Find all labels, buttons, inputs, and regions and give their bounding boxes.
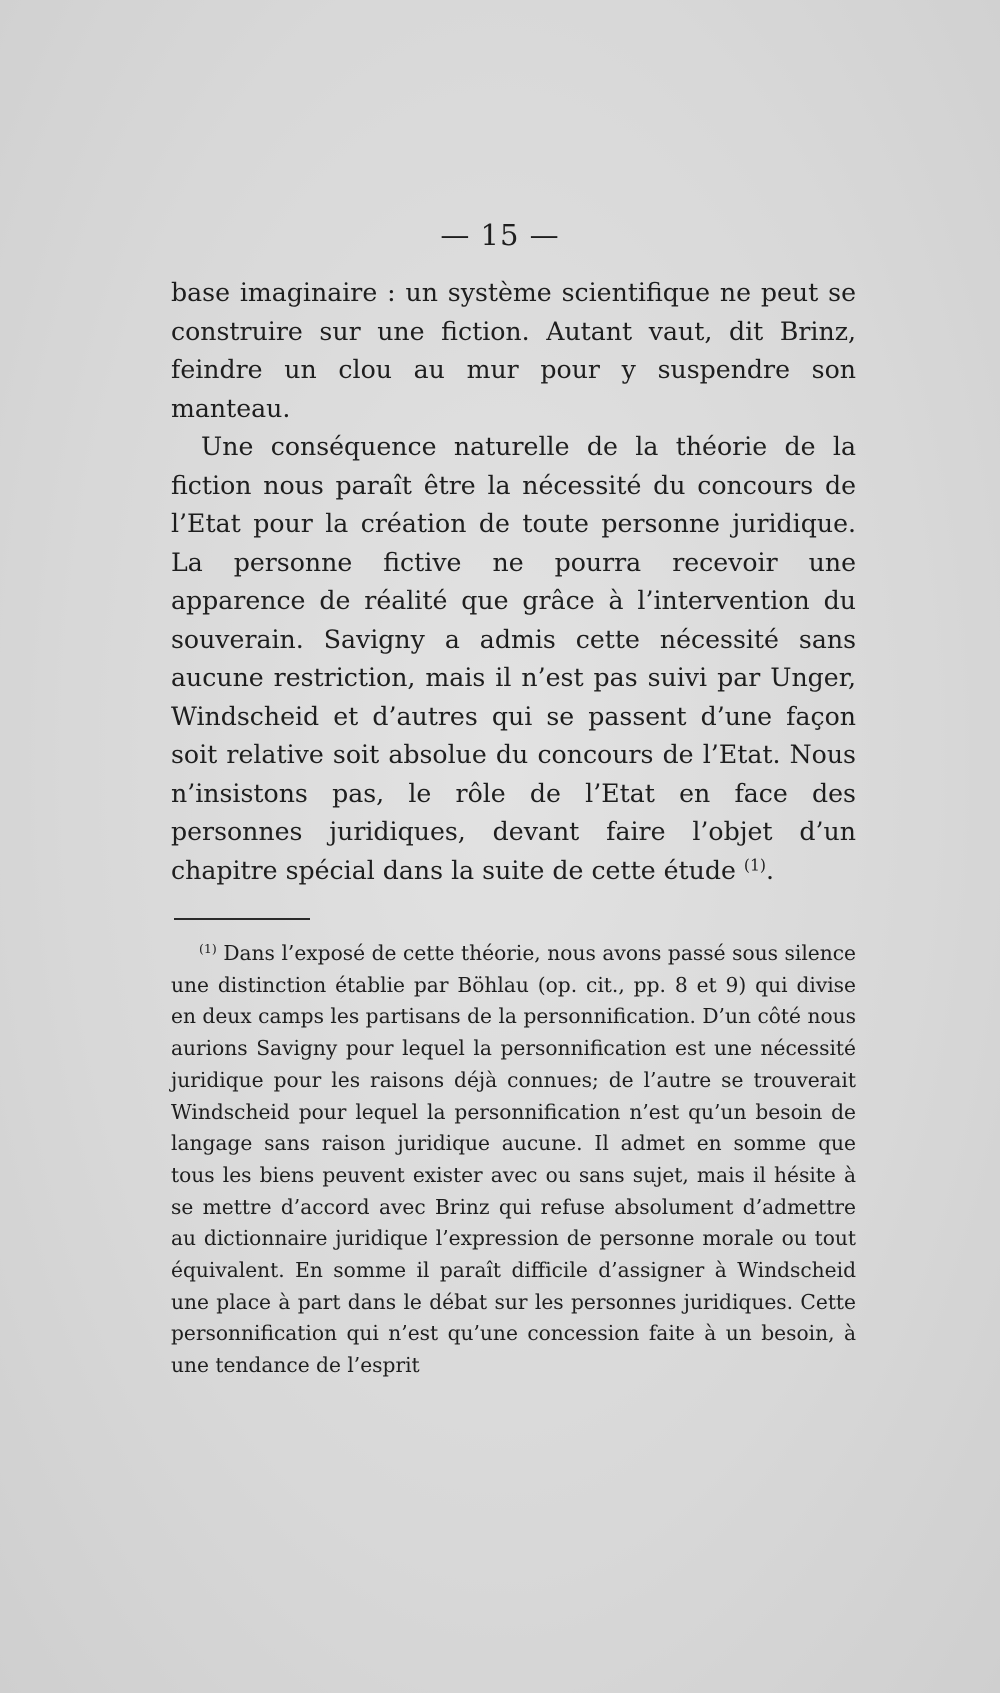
footnote-marker: (1) [199,941,217,957]
footnote-1 [171,938,856,1382]
page-number: — 15 — [440,218,560,252]
footnote-reference[interactable]: (1) [743,855,767,874]
paragraph-2-end: . [766,855,775,885]
footnotes [171,938,856,1382]
paragraph-2-text: Une conséquence naturelle de la théorie de la fiction nous paraît être la nécessité du concours de l’Etat pour la création de toute personne juridique. La personne fictive ne pourra recevoir une apparence de réalité que grâce à l’intervention du souverain. Savigny a admis cette nécessité sans aucune restriction, mais il n’est pas suivi par Unger, Windscheid et d’autres qui se passent d’une façon soit relative soit absolue du concours de l’Etat. Nous n’insistons pas, le rôle de l’Etat en face des personnes juridiques, devant faire l’objet d’un chapitre spécial dans la suite de cette étude [171,432,856,885]
main-text [171,274,856,890]
footnote-1-text: Dans l’exposé de cette théorie, nous avons passé sous silence une distinction établie par Böhlau (op. cit., pp. 8 et 9) qui divise en deux camps les partisans de la personnification. D’un côté nous aurions Savigny pour lequel la personnification est une nécessité juridique pour les raisons déjà connues; de l’autre se trouverait Windscheid pour lequel la personnification n’est qu’un besoin de langage sans raison juridique aucune. Il admet en somme que tous les biens peuvent exister avec ou sans sujet, mais il hésite à se mettre d’accord avec Brinz qui refuse absolument d’admettre au dictionnaire juridique l’expression de personne morale ou tout équivalent. En somme il paraît difficile d’assigner à Windscheid une place à part dans le débat sur les personnes juridiques. Cette personnification qui n’est qu’une concession faite à un besoin, à une tendance de l’esprit [171,941,857,1378]
paragraph-2 [171,428,856,890]
paragraph-1: base imaginaire : un système scientifique ne peut se construire sur une fiction. Autant vaut, dit Brinz, feindre un clou au mur pour y suspendre son manteau. [171,278,856,423]
footnote-divider [174,918,310,920]
